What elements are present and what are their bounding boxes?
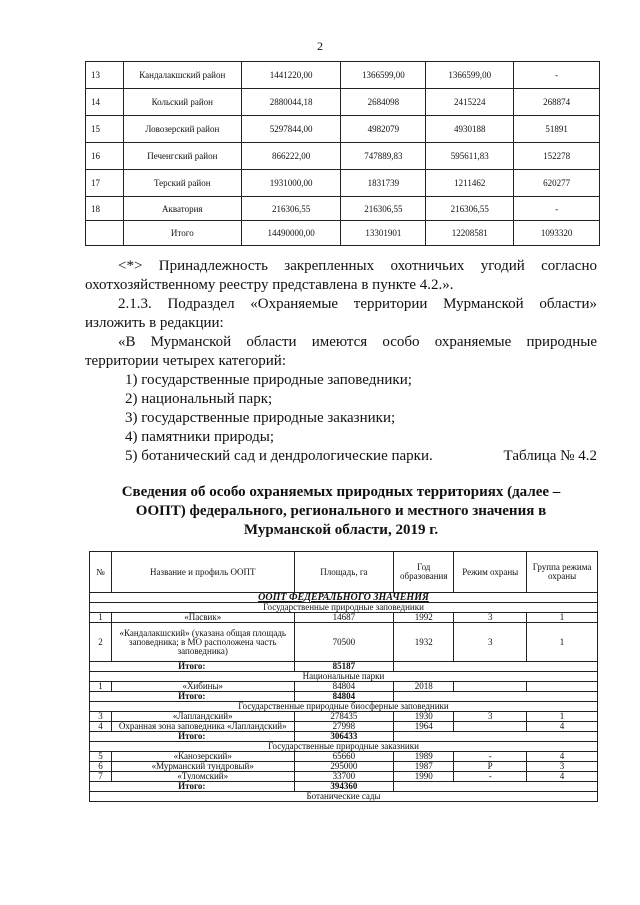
cell-c3: 595611,83 [426,143,514,170]
table-row [86,89,600,116]
federal-title: ООПТ ФЕДЕРАЛЬНОГО ЗНАЧЕНИЯ [90,593,598,603]
cell-regime: 3 [454,623,527,662]
table-row [90,613,598,623]
table-heading-line: ООПТ) федерального, регионального и местного значения в [135,503,547,519]
cell-c2: 216306,55 [341,197,426,221]
section-title: Национальные парки [90,672,598,682]
table-row [90,722,598,732]
section-row [90,603,598,613]
page-number: 2 [317,39,323,53]
total-row [90,782,598,792]
cell-name: «Туломский» [111,772,294,782]
total-label: Итого: [90,782,295,792]
cell-c3: 4930188 [426,116,514,143]
cell-c4: - [514,197,600,221]
cell-year: 1932 [394,623,454,662]
cell-year: 1964 [394,722,454,732]
cell-name: Ловозерский район [123,116,241,143]
header-regime: Режим охраны [454,552,527,593]
total-label: Итого: [90,662,295,672]
cell-year: 2018 [394,682,454,692]
oopt-table [89,551,598,802]
table-row [90,682,598,692]
total-empty [394,782,598,792]
total-row [90,732,598,742]
total-empty [394,662,598,672]
section-row [90,672,598,682]
category-list-item: 1) государственные природные заповедники; [125,372,412,388]
category-list-item: 3) государственные природные заказники; [125,410,396,426]
cell-num: 14 [86,89,124,116]
quote-line-2: территории четырех категорий: [85,353,286,369]
cell-c1: 14490000,00 [241,221,341,246]
cell-c3: 216306,55 [426,197,514,221]
cell-num: 4 [90,722,112,732]
cell-year: 1989 [394,752,454,762]
cell-name: Печенгский район [123,143,241,170]
cell-name: «Пасвик» [111,613,294,623]
total-label: Итого: [90,692,295,702]
total-row [90,662,598,672]
cell-c4: 268874 [514,89,600,116]
total-area: 85187 [294,662,394,672]
total-area: 84804 [294,692,394,702]
cell-area: 70500 [294,623,394,662]
cell-num: 7 [90,772,112,782]
table-row [86,116,600,143]
cell-name: «Мурманский тундровый» [111,762,294,772]
cell-group [527,682,598,692]
cell-group: 4 [527,772,598,782]
cell-name: «Кандалакшский» (указана общая площадь заповедника; в МО расположена часть заповедника) [111,623,294,662]
cell-c2: 4982079 [341,116,426,143]
cell-c3: 1366599,00 [426,62,514,89]
cell-num [86,221,124,246]
section-row [90,742,598,752]
category-list-item: 4) памятники природы; [125,429,274,445]
cell-num: 2 [90,623,112,662]
cell-regime: Р [454,762,527,772]
cell-c4: 51891 [514,116,600,143]
table-header-row [90,552,598,593]
table-row [90,772,598,782]
cell-c2: 13301901 [341,221,426,246]
cell-name: Кандалакшский район [123,62,241,89]
cell-num: 1 [90,613,112,623]
cell-num: 1 [90,682,112,692]
cell-name: Терский район [123,170,241,197]
header-year: Год образования [394,552,454,593]
section-row [90,792,598,802]
cell-regime: 3 [454,712,527,722]
total-label: Итого: [90,732,295,742]
header-num: № [90,552,112,593]
cell-year: 1930 [394,712,454,722]
table-row [90,712,598,722]
section-title: Государственные природные заповедники [90,603,598,613]
cell-c3: 2415224 [426,89,514,116]
cell-name: Охранная зона заповедника «Лапландский» [111,722,294,732]
cell-c3: 1211462 [426,170,514,197]
cell-group: 3 [527,762,598,772]
cell-year: 1987 [394,762,454,772]
cell-c4: 1093320 [514,221,600,246]
table-row [86,197,600,221]
cell-regime: - [454,752,527,762]
cell-name: «Канозерский» [111,752,294,762]
cell-area: 33700 [294,772,394,782]
table-heading [82,483,600,540]
cell-c2: 1831739 [341,170,426,197]
total-area: 306433 [294,732,394,742]
cell-name: Итого [123,221,241,246]
cell-area: 295000 [294,762,394,772]
cell-c2: 1366599,00 [341,62,426,89]
cell-group: 4 [527,752,598,762]
cell-num: 16 [86,143,124,170]
table-heading-line: Сведения об особо охраняемых природных территориях (далее – [121,484,561,500]
cell-c2: 2684098 [341,89,426,116]
cell-year: 1990 [394,772,454,782]
table-label: Таблица № 4.2 [503,448,597,464]
cell-regime [454,682,527,692]
cell-c1: 1441220,00 [241,62,341,89]
cell-num: 5 [90,752,112,762]
cell-num: 13 [86,62,124,89]
cell-c4: 152278 [514,143,600,170]
cell-area: 278435 [294,712,394,722]
cell-area: 65660 [294,752,394,762]
cell-regime [454,722,527,732]
table-row [86,170,600,197]
cell-c1: 866222,00 [241,143,341,170]
header-group: Группа режима охраны [527,552,598,593]
cell-group: 4 [527,722,598,732]
cell-regime: 3 [454,613,527,623]
subsection-line-1: 2.1.3. Подраздел «Охраняемые территории Мурманской области» [118,296,597,312]
header-area: Площадь, га [294,552,394,593]
cell-num: 18 [86,197,124,221]
cell-name: «Хибины» [111,682,294,692]
section-title: Ботанические сады [90,792,598,802]
cell-group: 1 [527,623,598,662]
cell-c3: 12208581 [426,221,514,246]
federal-title-row [90,593,598,603]
category-list-item: 2) национальный парк; [125,391,273,407]
total-empty [394,732,598,742]
table-row [90,762,598,772]
total-row [90,692,598,702]
quote-line-1: «В Мурманской области имеются особо охраняемые природные [118,334,597,350]
category-list-item: 5) ботанический сад и дендрологические парки. [125,448,433,464]
cell-num: 3 [90,712,112,722]
cell-num: 15 [86,116,124,143]
hunting-grounds-table [85,61,600,246]
table-row [86,221,600,246]
section-row [90,702,598,712]
cell-year: 1992 [394,613,454,623]
subsection-line-2: изложить в редакции: [85,315,224,331]
cell-area: 27998 [294,722,394,732]
cell-area: 84804 [294,682,394,692]
cell-c4: - [514,62,600,89]
cell-c1: 1931000,00 [241,170,341,197]
footnote-line-1: <*> Принадлежность закрепленных охотничьих угодий согласно [118,258,597,274]
cell-area: 14687 [294,613,394,623]
cell-num: 17 [86,170,124,197]
table-heading-line: Мурманской области, 2019 г. [243,522,439,538]
cell-num: 6 [90,762,112,772]
cell-name: Кольский район [123,89,241,116]
cell-group: 1 [527,613,598,623]
table-row [90,623,598,662]
cell-name: «Лапландский» [111,712,294,722]
cell-c4: 620277 [514,170,600,197]
cell-c1: 216306,55 [241,197,341,221]
cell-regime: - [454,772,527,782]
cell-c1: 5297844,00 [241,116,341,143]
table-row [86,62,600,89]
header-name: Название и профиль ООПТ [111,552,294,593]
section-title: Государственные природные заказники [90,742,598,752]
cell-name: Акватория [123,197,241,221]
cell-group: 1 [527,712,598,722]
total-area: 394360 [294,782,394,792]
table-row [90,752,598,762]
cell-c2: 747889,83 [341,143,426,170]
footnote-line-2: охотхозяйственному реестру представлена в пункте 4.2.». [85,277,454,293]
section-title: Государственные природные биосферные заповедники [90,702,598,712]
table-row [86,143,600,170]
cell-c1: 2880044,18 [241,89,341,116]
total-empty [394,692,598,702]
